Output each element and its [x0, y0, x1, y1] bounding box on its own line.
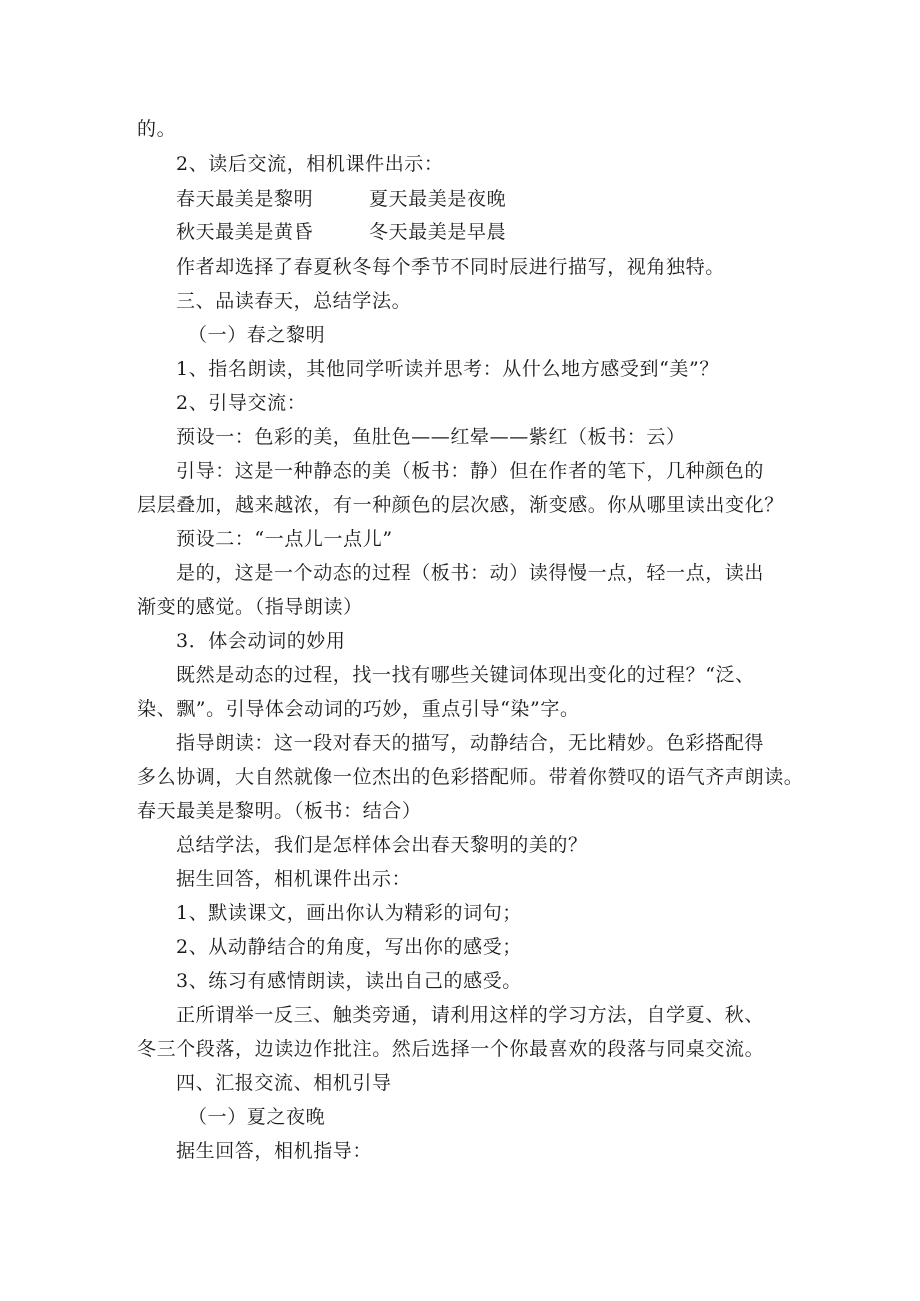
text-line: 春天最美是黎明。（板书：结合） [137, 800, 422, 822]
text-line: 据生回答，相机指导： [176, 1140, 373, 1162]
text-line: 是的，这是一个动态的过程（板书：动）读得慢一点，轻一点，读出 [176, 562, 765, 584]
section-heading: 三、品读春天，总结学法。 [176, 290, 412, 312]
text-line: 3．体会动词的妙用 [176, 630, 346, 652]
text-line: 引导：这是一种静态的美（板书：静）但在作者的笔下，几种颜色的 [176, 460, 765, 482]
text-line: 夏天最美是夜晚 [369, 188, 507, 210]
list-item: 1、默读课文，画出你认为精彩的词句； [176, 902, 522, 924]
text-line: 预设二：“一点儿一点儿” [176, 528, 393, 550]
text-line: 既然是动态的过程，找一找有哪些关键词体现出变化的过程？“泛、 [176, 664, 755, 686]
text-line: 层层叠加，越来越浓，有一种颜色的层次感，渐变感。你从哪里读出变化？ [137, 494, 784, 516]
text-line: 预设一：色彩的美，鱼肚色——红晕——紫红（板书：云） [176, 426, 686, 448]
text-line: 冬三个段落，边读边作批注。然后选择一个你最喜欢的段落与同桌交流。 [137, 1038, 765, 1060]
section-heading: 四、汇报交流、相机引导 [176, 1072, 392, 1094]
text-line: 冬天最美是早晨 [369, 221, 507, 243]
text-line: 春天最美是黎明 [176, 188, 314, 210]
text-line: 2、读后交流，相机课件出示： [176, 153, 444, 175]
text-line: 据生回答，相机课件出示： [176, 868, 412, 890]
text-line: 总结学法，我们是怎样体会出春天黎明的美的？ [176, 834, 588, 856]
text-line: 1、指名朗读，其他同学听读并思考：从什么地方感受到“美”？ [176, 358, 719, 380]
text-line: 2、引导交流： [176, 392, 307, 414]
text-line: 多么协调，大自然就像一位杰出的色彩搭配师。带着你赞叹的语气齐声朗读。 [137, 766, 804, 788]
list-item: 3、练习有感情朗读，读出自己的感受。 [176, 970, 522, 992]
subsection-heading: （一）夏之夜晚 [188, 1106, 326, 1128]
text-line: 秋天最美是黄昏 [176, 221, 314, 243]
text-line: 作者却选择了春夏秋冬每个季节不同时辰进行描写，视角独特。 [176, 256, 725, 278]
subsection-heading: （一）春之黎明 [188, 324, 326, 346]
text-line: 染、飘”。引导体会动词的巧妙，重点引导“染”字。 [137, 698, 580, 720]
text-line: 指导朗读：这一段对春天的描写，动静结合，无比精妙。色彩搭配得 [176, 732, 765, 754]
text-line: 的。 [137, 118, 177, 140]
text-line: 渐变的感觉。（指导朗读） [137, 596, 363, 618]
list-item: 2、从动静结合的角度，写出你的感受； [176, 936, 522, 958]
text-line: 正所谓举一反三、触类旁通，请利用这样的学习方法，自学夏、秋、 [176, 1004, 765, 1026]
